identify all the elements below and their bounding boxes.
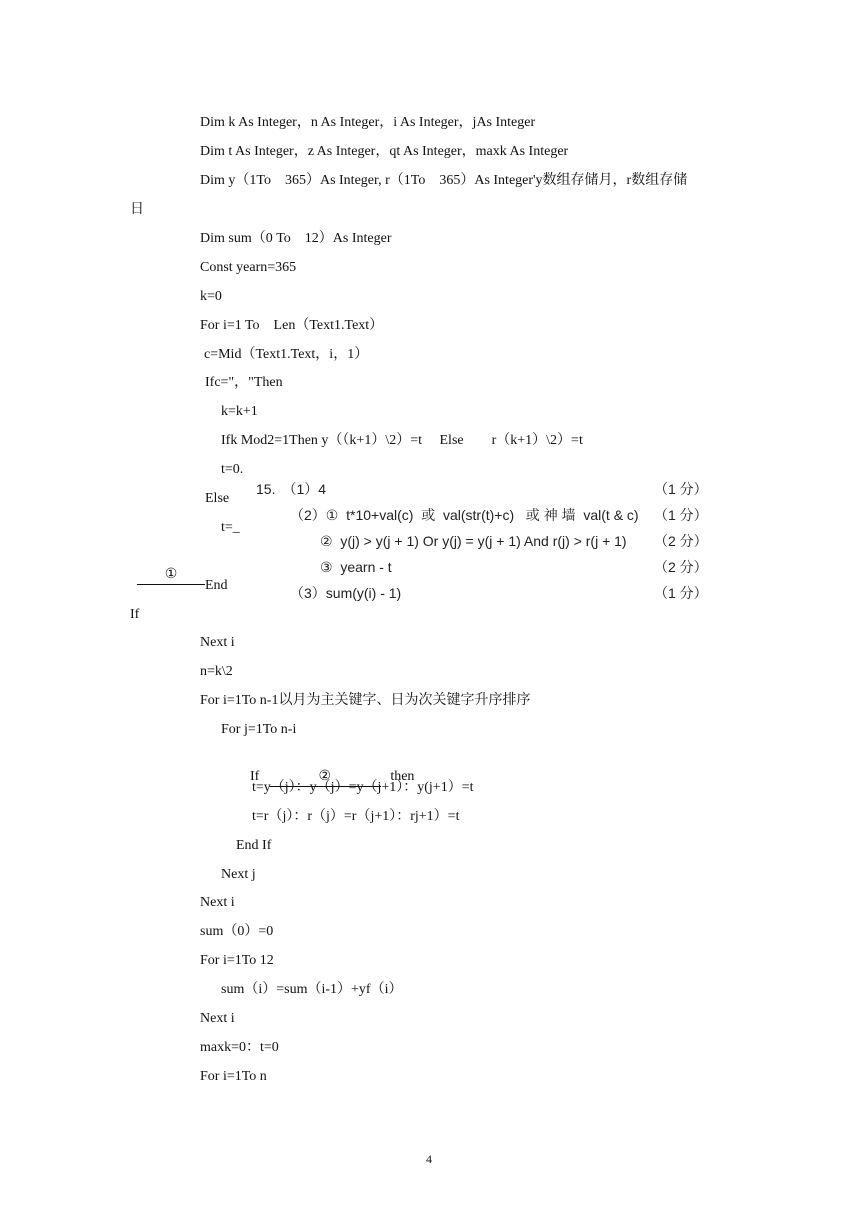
code-line-cmid: c=Mid（Text1.Text，i，1）	[204, 347, 369, 362]
code-line-kk: k=k+1	[221, 404, 258, 419]
code-line-for1: For i=1 To Len（Text1.Text）	[200, 318, 384, 333]
answer-q1: 15. （1）4	[256, 481, 327, 497]
code-line-teq: t=_	[221, 520, 240, 535]
code-line-end: End	[205, 578, 228, 593]
code-line-for2: For i=1To n-1以月为主关键字、日为次关键字升序排序	[200, 693, 531, 708]
code-line-dim3-wrap: 日	[130, 202, 144, 217]
answer-q3-points: （1 分）	[654, 585, 708, 601]
code-line-for4: For i=1To n	[200, 1069, 267, 1084]
code-line-ifc: Ifc="，"Then	[205, 375, 283, 390]
answer-q2-3: ③ yearn - t	[320, 559, 392, 575]
answer-q3: （3）sum(y(i) - 1)	[290, 585, 402, 601]
code-line-dim-sum: Dim sum（0 To 12）As Integer	[200, 231, 392, 246]
code-line-else: Else	[205, 491, 230, 506]
answer-q2-2-points: （2 分）	[654, 533, 708, 549]
answer-q2-2: ② y(j) > y(j + 1) Or y(j) = y(j + 1) And r(j) > r(j + 1)	[320, 533, 627, 549]
code-line-k0: k=0	[200, 289, 222, 304]
code-line-sumi: sum（i）=sum（i-1）+yf（i）	[221, 982, 403, 997]
code-line-ifk: Ifk Mod2=1Then y（（k+1）\2）=t Else r（k+1）\2）=t	[221, 433, 583, 448]
code-line-dim1: Dim k As Integer，n As Integer，i As Integer，jAs Integer	[200, 115, 536, 130]
code-line-for3: For i=1To 12	[200, 953, 274, 968]
answer-q2-3-points: （2 分）	[654, 559, 708, 575]
code-line-const: Const yearn=365	[200, 260, 297, 275]
if2-post: then	[386, 769, 415, 784]
page-number: 4	[426, 1152, 432, 1166]
code-line-swap-y: t=y（j）：y（j）=y（j+1）：y(j+1）=t	[252, 780, 474, 795]
blank-2-label: ②	[269, 768, 381, 787]
code-line-next-j: Next j	[221, 867, 256, 882]
if2-pre: If	[250, 769, 263, 784]
code-line-next-i3: Next i	[200, 1011, 235, 1026]
code-line-sum0: sum（0）=0	[200, 924, 274, 939]
answer-q1-points: （1 分）	[654, 481, 708, 497]
code-line-n: n=k\2	[200, 664, 233, 679]
code-line-next-i2: Next i	[200, 895, 235, 910]
answer-q2-1: （2）① t*10+val(c) 或 val(str(t)+c) 或 神 墙 val(t & c)	[290, 507, 639, 523]
code-line-maxk: maxk=0：t=0	[200, 1040, 279, 1055]
blank-1	[130, 548, 205, 585]
code-line-next-i1: Next i	[200, 635, 235, 650]
code-line-if-wrap: If	[130, 607, 140, 622]
code-line-dim2: Dim t As Integer，z As Integer，qt As Integer，maxk As Integer	[200, 144, 569, 159]
code-line-forj: For j=1To n-i	[221, 722, 297, 737]
code-line-swap-r: t=r（j）：r（j）=r（j+1）：rj+1）=t	[252, 809, 460, 824]
code-line-endif: End If	[236, 838, 272, 853]
code-line-dim3: Dim y（1To 365）As Integer, r（1To 365）As Integer'y数组存储月，r数组存储	[200, 173, 688, 188]
code-line-t0: t=0.	[221, 462, 244, 477]
blank-1-label: ①	[137, 566, 205, 585]
answer-q2-1-points: （1 分）	[654, 507, 708, 523]
